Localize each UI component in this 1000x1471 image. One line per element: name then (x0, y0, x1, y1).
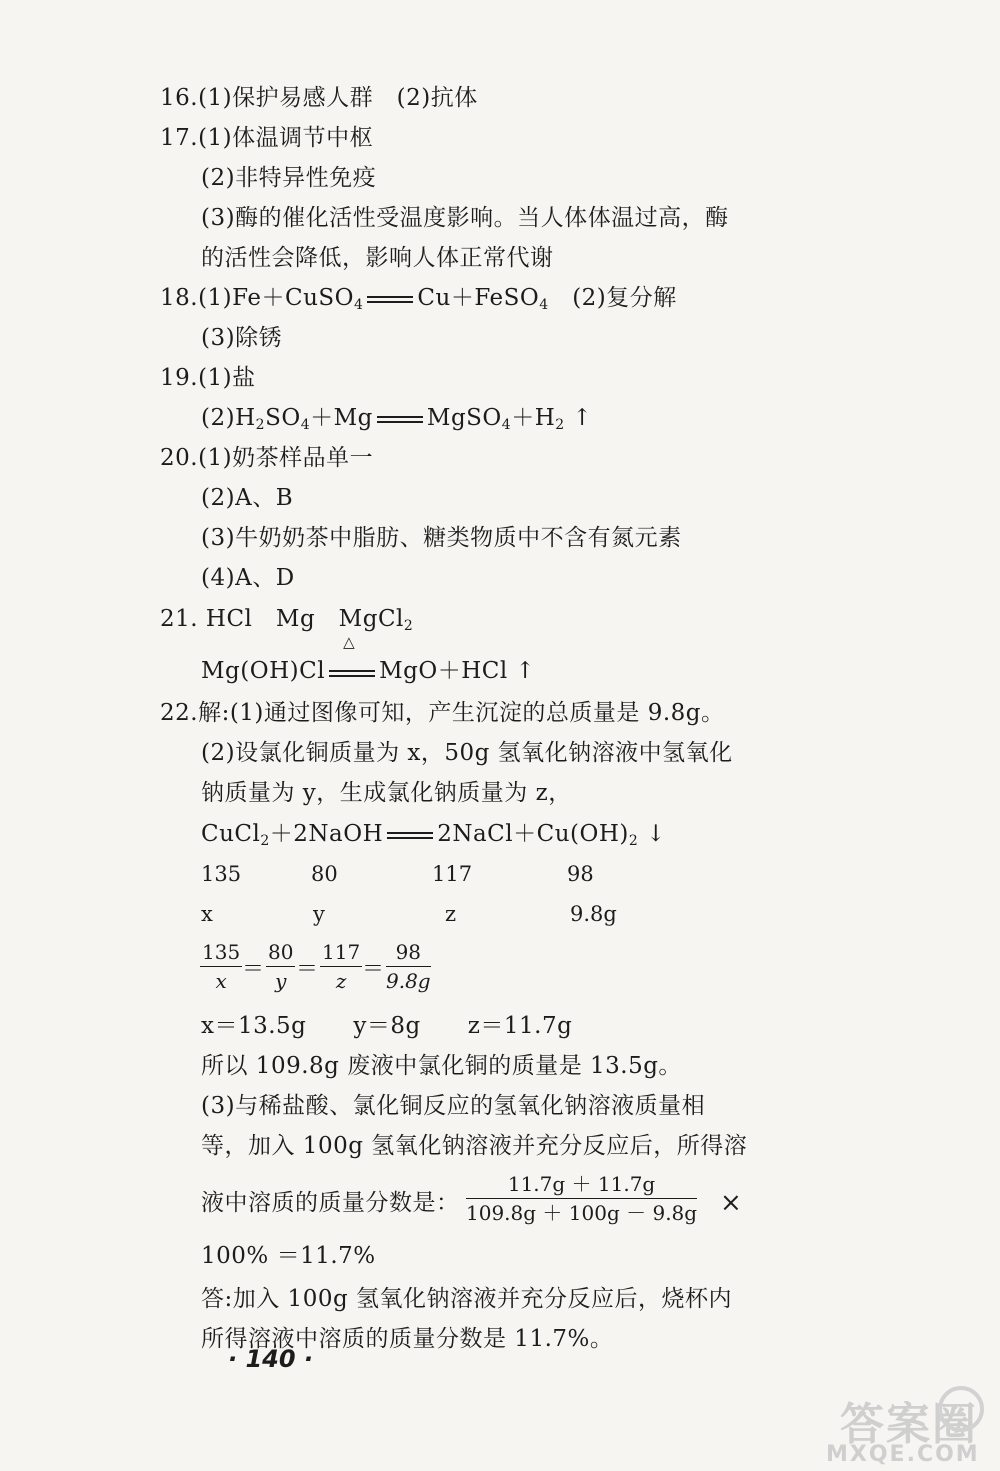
q21-text: 21. HCl Mg MgCl (160, 606, 404, 632)
mass-fraction (466, 1172, 697, 1225)
q22-answer-line1: 答:加入 100g 氢氧化钠溶液并充分反应后，烧杯内 (201, 1286, 732, 1312)
q19-sub: 2 (255, 417, 266, 433)
solution-values: x＝13.5g y＝8g z＝11.7g (201, 1013, 573, 1039)
equals-sign: ＝ (362, 957, 385, 982)
mass-117: 117 (432, 862, 473, 886)
q22-equation (201, 818, 666, 857)
page-number: · 140 · (228, 1345, 314, 1373)
q21-equation (201, 633, 536, 688)
fraction-98-9.8g (386, 940, 431, 993)
fraction-135-x (200, 940, 242, 993)
watermark-logo-text: 答案圈 (840, 1399, 978, 1450)
q19-text: SO (265, 405, 301, 431)
fraction-117-z (320, 940, 362, 993)
q17-part3-line2: 的活性会降低，影响人体正常代谢 (201, 245, 554, 271)
q19-sub: 4 (300, 417, 311, 433)
double-line-equals (377, 416, 423, 423)
q19-part1: 19.(1)盐 (160, 365, 256, 391)
frac-bot: y (275, 969, 287, 993)
q18-part3: (3)除锈 (201, 325, 283, 351)
q19-text: MgSO (426, 405, 502, 431)
var-x: x (201, 902, 213, 926)
q22-part2-conclusion: 所以 109.8g 废液中氯化铜的质量是 13.5g。 (201, 1053, 682, 1079)
frac-top: 98 (386, 940, 431, 967)
frac-bot: x (215, 969, 227, 993)
double-line-equals (329, 670, 375, 677)
heat-triangle-icon: △ (343, 633, 356, 651)
q20-part2: (2)A、B (201, 485, 294, 511)
q18-products: Cu＋FeSO (417, 285, 540, 311)
mass-80: 80 (311, 862, 338, 886)
q22-part3-line1: (3)与稀盐酸、氯化铜反应的氢氧化钠溶液质量相 (201, 1093, 706, 1119)
q21-reactant: Mg(OH)Cl (201, 658, 326, 684)
q20-part3: (3)牛奶奶茶中脂肪、糖类物质中不含有氮元素 (201, 525, 682, 551)
precipitate-arrow-icon: ↓ (638, 821, 666, 847)
times-sign: × (720, 1188, 742, 1218)
q21-substances (160, 603, 413, 642)
frac-top: 117 (320, 940, 362, 967)
q22-part3-line2: 等，加入 100g 氢氧化钠溶液并充分反应后，所得溶 (201, 1133, 748, 1159)
fraction-80-y (266, 940, 295, 993)
frac-top: 80 (266, 940, 295, 967)
frac-top: 135 (200, 940, 242, 967)
watermark-seal-icon (938, 1386, 984, 1432)
q19-text: ＋H (511, 405, 556, 431)
watermark-url: MXQE.COM (826, 1442, 980, 1467)
q22-part3-result: 100% ＝11.7% (201, 1243, 376, 1269)
q19-sub: 2 (555, 417, 565, 433)
gas-arrow-icon: ↑ (564, 405, 593, 431)
q22-sub: 2 (260, 833, 270, 849)
frac-bot: 109.8g ＋ 100g － 9.8g (466, 1201, 698, 1225)
var-z: z (445, 902, 457, 926)
q18-equation (160, 282, 677, 321)
q17-part2: (2)非特异性免疫 (201, 165, 377, 191)
q18-subscript-2: 4 (539, 297, 549, 313)
q20-part1: 20.(1)奶茶样品单一 (160, 445, 374, 471)
q22-text: ＋2NaOH (269, 821, 384, 847)
q22-part2-line1: (2)设氯化铜质量为 x，50g 氢氧化钠溶液中氢氧化 (201, 740, 733, 766)
mass-135: 135 (201, 862, 242, 886)
var-9.8g: 9.8g (570, 902, 617, 926)
q16-answer: 16.(1)保护易感人群 (2)抗体 (160, 85, 478, 111)
q20-part4: (4)A、D (201, 565, 295, 591)
q19-text: ＋Mg (310, 405, 373, 431)
heat-equals (329, 633, 375, 688)
equals-sign: ＝ (242, 957, 265, 982)
q18-subscript: 4 (354, 297, 364, 313)
q21-sub: 2 (403, 618, 414, 634)
q22-text: 2NaCl＋Cu(OH) (437, 821, 629, 847)
q21-products: MgO＋HCl ↑ (379, 658, 536, 684)
q19-equation (201, 402, 592, 441)
frac-bot: z (335, 969, 347, 993)
q19-text: (2)H (201, 405, 256, 431)
q17-part1: 17.(1)体温调节中枢 (160, 125, 374, 151)
q22-part1: 22.解:(1)通过图像可知，产生沉淀的总质量是 9.8g。 (160, 700, 725, 726)
q22-answer-line2: 所得溶液中溶质的质量分数是 11.7%。 (201, 1326, 614, 1352)
equals-sign: ＝ (296, 957, 319, 982)
q22-text: CuCl (201, 821, 261, 847)
double-line-equals (387, 832, 433, 839)
q22-sub: 2 (628, 833, 639, 849)
q19-sub: 4 (501, 417, 512, 433)
q18-reactants: 18.(1)Fe＋CuSO (160, 285, 354, 311)
frac-bot: 9.8g (386, 969, 431, 993)
double-line-equals (367, 296, 413, 303)
frac-top: 11.7g ＋ 11.7g (466, 1172, 697, 1199)
mass-98: 98 (567, 862, 594, 886)
q17-part3-line1: (3)酶的催化活性受温度影响。当人体体温过高，酶 (201, 205, 729, 231)
q22-part2-line2: 钠质量为 y，生成氯化钠质量为 z， (201, 780, 572, 806)
q18-part2: (2)复分解 (548, 285, 677, 311)
q22-part3-line3: 液中溶质的质量分数是： (201, 1190, 460, 1216)
var-y: y (313, 902, 325, 926)
